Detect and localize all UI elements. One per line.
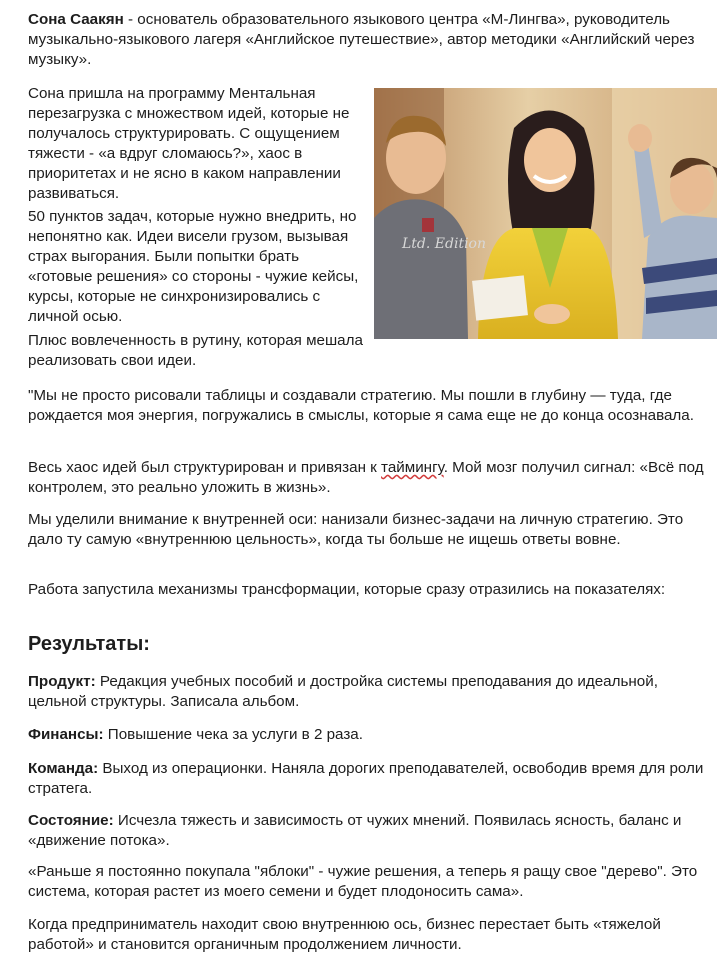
result-state bbox=[28, 811, 708, 851]
closing-paragraph: Когда предприниматель находит свою внутреннюю ось, бизнес перестает быть «тяжелой работой» и становится органичным продолжением личности. bbox=[28, 916, 661, 953]
paragraph-6: Мы уделили внимание к внутренней оси: нанизали бизнес-задачи на личную стратегию. Это дало ту самую «внутреннюю цельность», когда ты больше не ищешь ответы вовне. bbox=[28, 511, 684, 548]
paragraph-5-text-end: . Мой мозг получил сигнал: «Всё под контролем, это реально уложить в жизнь». bbox=[28, 459, 704, 496]
result-text: Выход из операционки. Наняла дорогих преподавателей, освободив время для роли стратега. bbox=[28, 760, 704, 797]
result-team bbox=[28, 759, 708, 799]
intro-name: Сона Саакян bbox=[28, 11, 124, 28]
paragraph-5 bbox=[28, 458, 708, 498]
paragraph-3: Плюс вовлеченность в рутину, которая мешала реализовать свои идеи. bbox=[28, 332, 363, 369]
paragraph-1: Сона пришла на программу Ментальная перезагрузка с множеством идей, которые не получалось структурировать. С ощущением тяжести - «а вдруг сломаюсь?», хаос в приоритетах и не ясно в каком направлении развиваться. bbox=[28, 85, 350, 202]
paragraph-2: 50 пунктов задач, которые нужно внедрить, но непонятно как. Идеи висели грузом, вызывая страх выгорания. Были попытки брать «готовые решения» со стороны - чужие кейсы, курсы, которые не синхронизировались с личной осью. bbox=[28, 208, 359, 325]
intro-paragraph bbox=[28, 10, 708, 70]
result-text: Повышение чека за услуги в 2 раза. bbox=[103, 726, 363, 743]
misspelled-word: таймингу bbox=[381, 459, 444, 476]
intro-text: - основатель образовательного языкового центра «М-Лингва», руководитель музыкально-языкового лагеря «Английское путешествие», автор методики «Английский через музыку». bbox=[28, 11, 695, 68]
result-product bbox=[28, 672, 708, 712]
paragraph-7: Работа запустила механизмы трансформации, которые сразу отразились на показателях: bbox=[28, 581, 666, 598]
result-finance bbox=[28, 725, 708, 745]
paragraph-4: "Мы не просто рисовали таблицы и создавали стратегию. Мы пошли в глубину — туда, где рождается моя энергия, погружались в смыслы, которые я сама еще не до конца осознавала. bbox=[28, 387, 694, 424]
result-label: Состояние: bbox=[28, 812, 114, 829]
result-text: Исчезла тяжесть и зависимость от чужих мнений. Появилась ясность, баланс и «движение потока». bbox=[28, 812, 682, 849]
quote-paragraph: «Раньше я постоянно покупала "яблоки" - чужие решения, а теперь я ращу свое "дерево". Это система, которая растет из моего семени и будет плодоносить сама». bbox=[28, 863, 698, 900]
shirt-print-text: Ltd. Edition bbox=[402, 236, 486, 252]
results-heading: Результаты: bbox=[28, 633, 150, 655]
result-label: Финансы: bbox=[28, 726, 104, 743]
result-text: Редакция учебных пособий и достройка системы преподавания до идеальной, цельной структуры. Записала альбом. bbox=[28, 673, 658, 710]
result-label: Команда: bbox=[28, 760, 99, 777]
result-label: Продукт: bbox=[28, 673, 96, 690]
article-photo bbox=[374, 88, 717, 339]
paragraph-5-text: Весь хаос идей был структурирован и привязан к bbox=[28, 459, 382, 476]
